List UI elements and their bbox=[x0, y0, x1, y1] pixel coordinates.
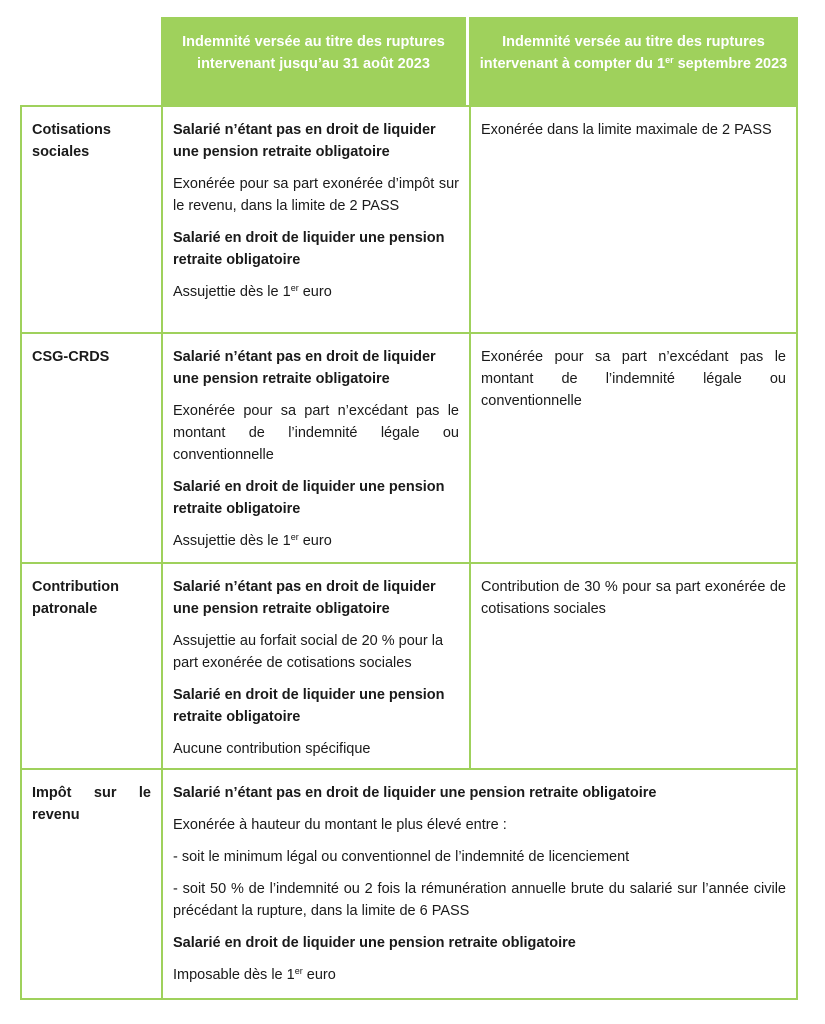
text-imposable: Imposable dès le 1er euro bbox=[173, 966, 336, 983]
cell-cotisations-after bbox=[469, 105, 798, 334]
text-exoneree-indemnite: Exonérée pour sa part n’excédant pas le montant de l’indemnité légale ou conventionnelle bbox=[481, 349, 786, 409]
row-csg-crds bbox=[20, 334, 798, 564]
header-row bbox=[20, 17, 798, 105]
text-aucune-contribution: Aucune contribution spécifique bbox=[173, 741, 371, 757]
header-col-before-sept-2023: Indemnité versée au titre des ruptures intervenant jusqu’au 31 août 2023 bbox=[161, 17, 469, 105]
cell-impot-merged bbox=[161, 770, 798, 1000]
cell-contribution-before bbox=[161, 564, 469, 770]
heading-eligible: Salarié en droit de liquider une pension retraite obligatoire bbox=[173, 230, 445, 268]
text-exoneree-2-pass: Exonérée dans la limite maximale de 2 PASS bbox=[481, 122, 772, 138]
row-cotisations bbox=[20, 105, 798, 334]
cell-csg-after bbox=[469, 334, 798, 564]
row-label-impot: Impôt sur le revenu bbox=[20, 770, 161, 1000]
header-col-after-sept-2023: Indemnité versée au titre des ruptures intervenant à compter du 1er septembre 2023 bbox=[469, 17, 798, 105]
heading-not-eligible: Salarié n’étant pas en droit de liquider une pension retraite obligatoire bbox=[173, 122, 436, 160]
heading-not-eligible: Salarié n’étant pas en droit de liquider une pension retraite obligatoire bbox=[173, 785, 657, 801]
text-exoneration: Exonérée pour sa part n’excédant pas le montant de l’indemnité légale ou conventionnelle bbox=[173, 403, 459, 463]
header-empty-cell bbox=[20, 17, 161, 105]
row-label-csg-crds: CSG-CRDS bbox=[20, 334, 161, 564]
text-50-pourcent: - soit 50 % de l’indemnité ou 2 fois la rémunération annuelle brute du salarié sur l’année civile précédant la rupture, dans la limite de 6 PASS bbox=[173, 881, 786, 919]
heading-not-eligible: Salarié n’étant pas en droit de liquider une pension retraite obligatoire bbox=[173, 579, 436, 617]
tax-regime-table bbox=[20, 17, 798, 1000]
heading-not-eligible: Salarié n’étant pas en droit de liquider une pension retraite obligatoire bbox=[173, 349, 436, 387]
text-contribution-30: Contribution de 30 % pour sa part exonérée de cotisations sociales bbox=[481, 579, 786, 617]
heading-eligible: Salarié en droit de liquider une pension retraite obligatoire bbox=[173, 687, 445, 725]
text-minimum-legal: - soit le minimum légal ou conventionnel de l’indemnité de licenciement bbox=[173, 849, 630, 865]
row-impot-revenu bbox=[20, 770, 798, 1000]
text-assujettie: Assujettie dès le 1er euro bbox=[173, 283, 332, 300]
cell-cotisations-before bbox=[161, 105, 469, 334]
cell-csg-before bbox=[161, 334, 469, 564]
heading-eligible: Salarié en droit de liquider une pension retraite obligatoire bbox=[173, 479, 445, 517]
text-exoneree-hauteur: Exonérée à hauteur du montant le plus élevé entre : bbox=[173, 817, 507, 833]
row-label-cotisations: Cotisations sociales bbox=[20, 105, 161, 334]
text-exoneration: Exonérée pour sa part exonérée d’impôt sur le revenu, dans la limite de 2 PASS bbox=[173, 176, 459, 214]
row-label-contribution: Contribution patronale bbox=[20, 564, 161, 770]
row-contribution-patronale bbox=[20, 564, 798, 770]
cell-contribution-after bbox=[469, 564, 798, 770]
heading-eligible: Salarié en droit de liquider une pension retraite obligatoire bbox=[173, 935, 576, 951]
text-forfait-social: Assujettie au forfait social de 20 % pour la part exonérée de cotisations sociales bbox=[173, 633, 444, 671]
text-assujettie: Assujettie dès le 1er euro bbox=[173, 532, 332, 549]
